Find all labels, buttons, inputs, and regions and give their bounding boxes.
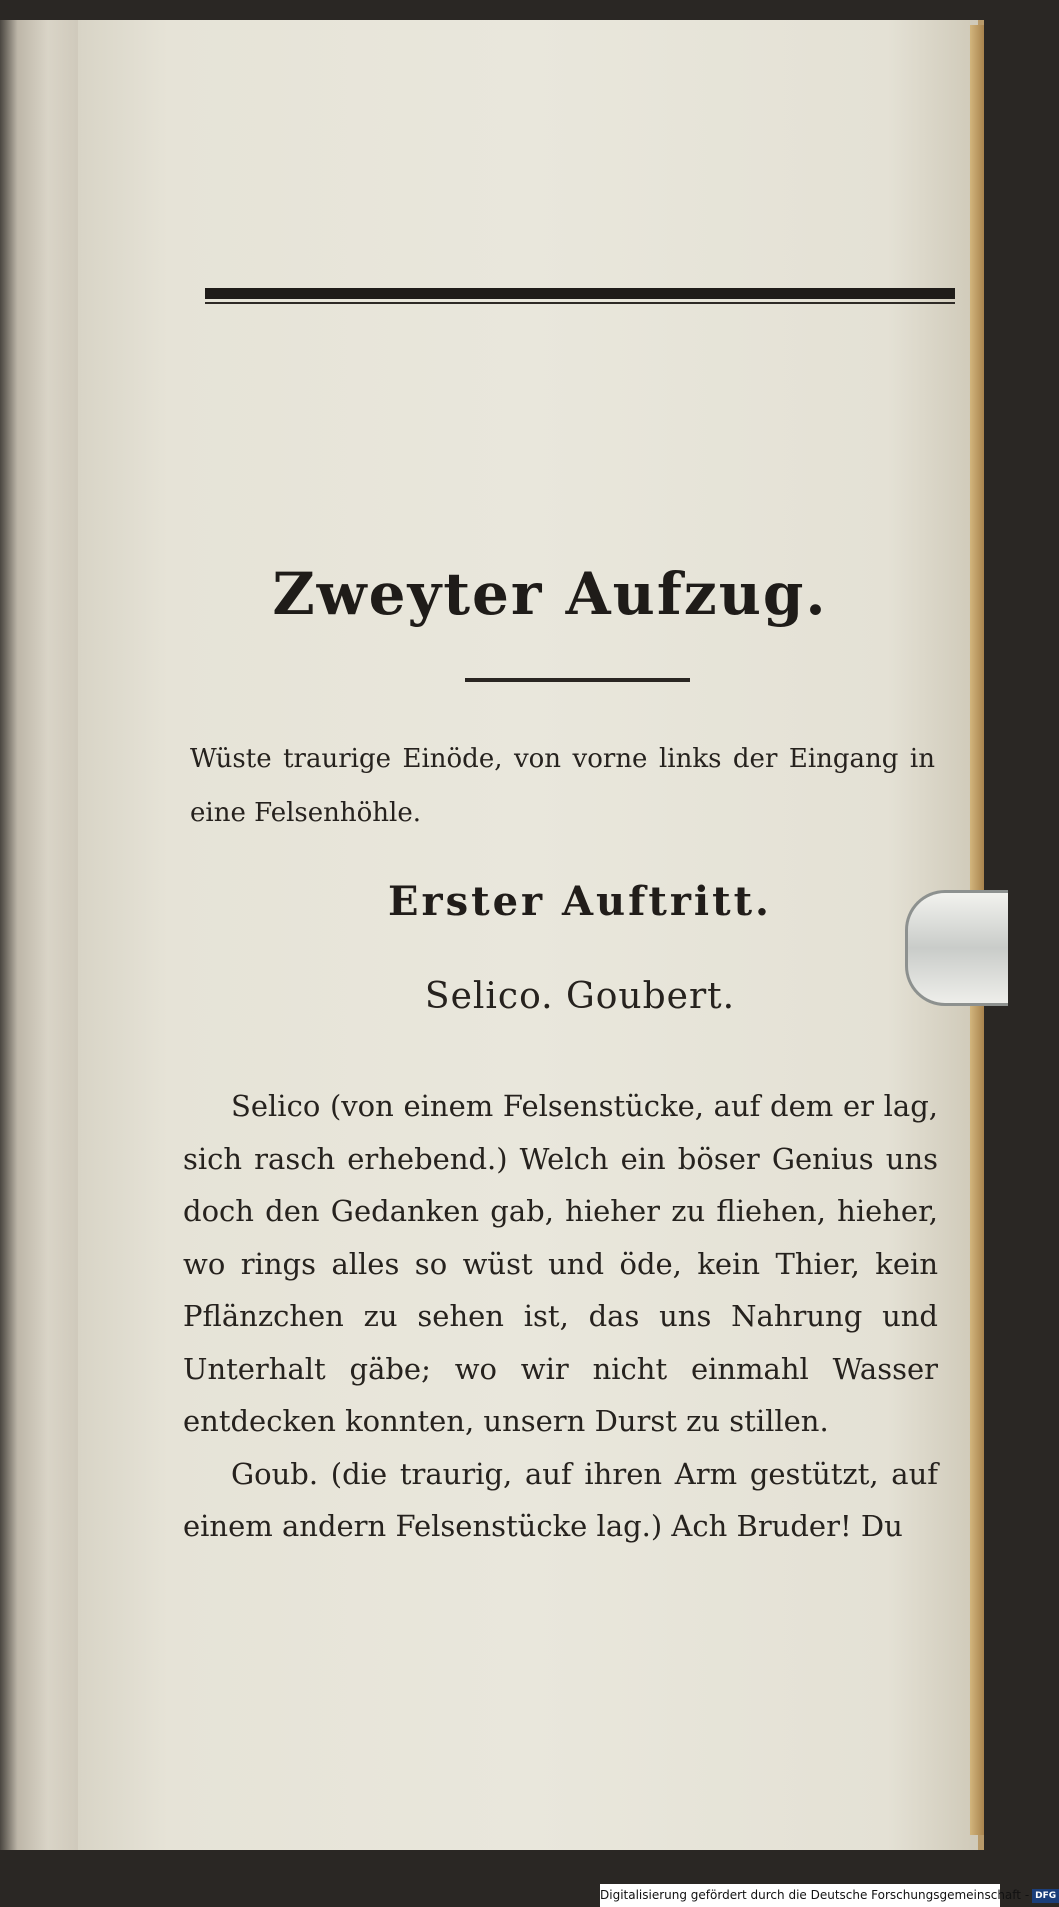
characters-line: Selico. Goubert. — [424, 976, 736, 1017]
page-clip — [905, 890, 1008, 1006]
dfg-logo: DFG — [1032, 1889, 1059, 1903]
header-rule — [205, 288, 955, 299]
left-page-edge — [0, 20, 80, 1850]
bottom-bar — [0, 1855, 1000, 1884]
act-title: Zweyter Aufzug. — [272, 560, 828, 628]
paragraph: Goub. (die traurig, auf ihren Arm gestützt, auf einem andern Felsenstücke lag.) Ach Bruder! Du — [183, 1456, 938, 1543]
digitization-footer — [600, 1884, 1057, 1907]
scene-title: Erster Auftritt. — [388, 878, 772, 925]
footer-text: Digitalisierung gefördert durch die Deutsche Forschungsgemeinschaft - — [600, 1888, 1030, 1902]
dialogue-text — [183, 1080, 938, 1553]
paragraph: Selico (von einem Felsenstücke, auf dem er lag, sich rasch erhebend.) Welch ein böser Genius uns doch den Gedanken gab, hieher zu fliehen, hieher, wo rings alles so wüst und öde, kein Thier, kein Pflänzchen zu sehen ist, das uns Nahrung und Unterhalt gäbe; wo wir nicht einmahl Wasser entdecken konnten, unsern Durst zu stillen. — [183, 1089, 938, 1438]
scene-description: Wüste traurige Einöde, von vorne links der Eingang in eine Felsenhöhle. — [190, 744, 935, 828]
title-rule — [465, 678, 690, 682]
